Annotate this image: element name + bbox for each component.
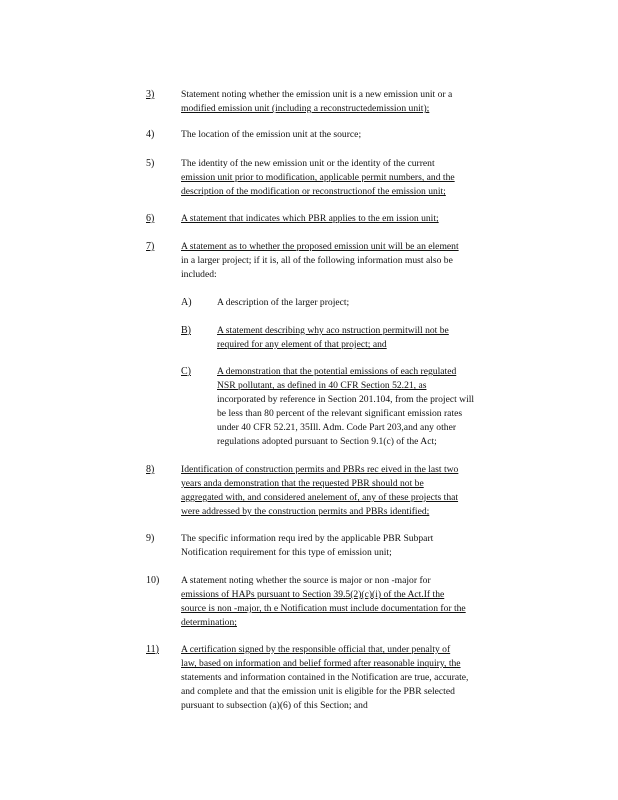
item-line: statements and information contained in the Notification are true, accurate, [181,672,469,683]
item-line: law, based on information and belief formed after reasonable inquiry, the [181,658,461,669]
item-line: A statement as to whether the proposed emission unit will be an element [181,241,459,252]
item-line: Identification of construction permits and PBRs rec eived in the last two [181,464,459,475]
item-line: determination; [181,617,237,628]
subitem-line: A description of the larger project; [217,297,350,308]
item-line: in a larger project; if it is, all of the following information must also be [181,255,453,266]
item-line: and complete and that the emission unit is eligible for the PBR selected [181,686,455,697]
item-number: 6) [146,213,155,224]
item-line: A statement noting whether the source is major or non -major for [181,575,431,586]
subitem-line: A statement describing why aco nstruction permitwill not be [217,325,449,336]
item-line: years anda demonstration that the requested PBR should not be [181,478,424,489]
item-number: 7) [146,241,155,252]
subitem-letter: B) [181,325,191,336]
subitem-letter: A) [181,297,192,308]
item-line: included: [181,269,217,280]
item-line: description of the modification or reconstructionof the emission unit; [181,186,446,197]
item-number: 11) [146,644,159,655]
subitem-line: A demonstration that the potential emissions of each regulated [217,366,457,377]
subitem-letter: C) [181,366,191,377]
item-number: 9) [146,533,155,544]
item-line: Statement noting whether the emission unit is a new emission unit or a [181,89,453,100]
subitem-line: regulations adopted pursuant to Section 9.1(c) of the Act; [217,436,437,447]
item-number: 4) [146,129,155,140]
item-line: were addressed by the construction permits and PBRs identified; [181,506,430,517]
item-line: aggregated with, and considered anelement of, any of these projects that [181,492,459,503]
item-line: The location of the emission unit at the source; [181,129,362,140]
item-line: Notification requirement for this type of emission unit; [181,547,392,558]
item-line: A statement that indicates which PBR applies to the em ission unit; [181,213,439,224]
item-line: emission unit prior to modification, applicable permit numbers, and the [181,172,455,183]
item-number: 10) [146,575,160,586]
subitem-line: NSR pollutant, as defined in 40 CFR Section 52.21, as [217,380,427,391]
item-number: 3) [146,89,155,100]
subitem-line: required for any element of that project; and [217,339,387,350]
item-line: The identity of the new emission unit or the identity of the current [181,158,435,169]
item-line: source is non -major, th e Notification must include documentation for the [181,603,466,614]
item-line: modified emission unit (including a reconstructedemission unit); [181,103,430,114]
item-number: 8) [146,464,155,475]
item-line: The specific information requ ired by the applicable PBR Subpart [181,533,434,544]
subitem-line: under 40 CFR 52.21, 35Ill. Adm. Code Part 203,and any other [217,422,457,433]
item-line: pursuant to subsection (a)(6) of this Section; and [181,700,368,711]
subitem-line: be less than 80 percent of the relevant significant emission rates [217,408,463,419]
subitem-line: incorporated by reference in Section 201.104, from the project will [217,394,475,405]
item-number: 5) [146,158,155,169]
item-line: A certification signed by the responsible official that, under penalty of [181,644,451,655]
item-line: emissions of HAPs pursuant to Section 39.5(2)(c)(i) of the Act.If the [181,589,445,600]
